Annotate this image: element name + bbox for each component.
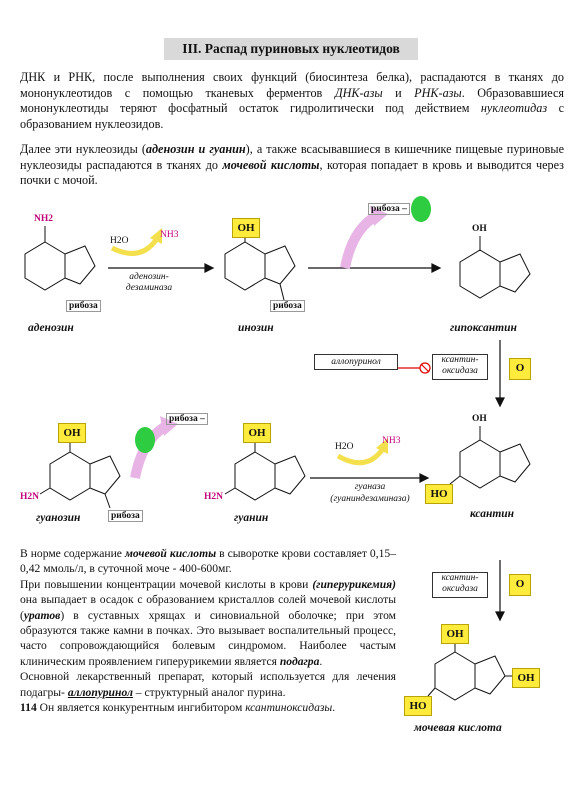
guanine-structure [225,438,305,500]
guanase-label: гуаназа [354,482,386,492]
oh-box-guanosine: OH [58,423,86,443]
adenosine-label: аденозин [28,322,74,334]
ho-box-uric: HO [404,696,432,716]
ribose-released-2: рибоза – [166,413,208,425]
page-number: 114 [20,701,37,715]
allopurinol-box: аллопуринол [314,354,398,370]
oh-box-uric-right: OH [512,668,540,688]
uric-acid-structure [428,642,512,700]
oh-xanthine: OH [472,414,487,424]
adenosine-deaminase-label: аденозин-дезаминаза [125,272,173,293]
ribose-guanosine: рибоза [108,510,143,522]
ribose-leaving-arrow [345,216,376,268]
guanosine-structure [40,438,120,508]
nh2-adenosine: NH2 [34,214,53,224]
guanine-label: гуанин [234,512,269,524]
oh-box-uric-top: OH [441,624,469,644]
page-title: III. Распад пуриновых нуклеотидов [164,38,418,60]
ribose-inosine: рибоза [270,300,305,312]
oh-box-inosine: OH [232,218,260,238]
xanthine-oxidase-box-2: ксантин-оксидаза [432,572,488,598]
xanthine-oxidase-box-1: ксантин-оксидаза [432,354,488,380]
inosine-label: инозин [238,322,274,334]
intro-paragraph-2: Далее эти нуклеозиды (аденозин и гуанин), а также всасывавшиеся в кишечнике пищевые пуриновые нуклеозиды распадаются в тканях до мочевой кислоты, которая попадает в кровь и выводится через почки с мочой. [20,142,565,188]
o-box-1: O [509,358,531,380]
xanthine-structure [450,426,530,488]
ribose-released-1: рибоза – [368,203,410,215]
h2o-top: H2O [110,236,129,246]
ho-box-xanthine: HO [425,484,453,504]
h2n-guanine: H2N [204,492,223,502]
o-box-2: O [509,574,531,596]
oh-box-guanine: OH [243,423,271,443]
adenosine-structure [25,226,95,290]
nh3-top: NH3 [160,230,179,240]
nh3-bottom: NH3 [382,436,401,446]
bottom-text: В норме содержание мочевой кислоты в сыворотке крови составляет 0,15–0,42 ммоль/л, в суточной моче - 400-600мг. При повышении концентрации мочевой кислоты в крови (гиперурикемия) она выпадает в осадок с образованием кристаллов солей мочевой кислоты (уратов) в суставных хрящах и синовиальной оболочке; при этом образуются также камни в почках. Это вызывает воспалительный процесс, часто сопровождающийся болевым синдромом. Наиболее частым клиническим проявлением гиперурикемии является подагра. Основной лекарственный препарат, который используется для лечения подагры- аллопуринол – структурный аналог пурина. 114 Он является конкурентным ингибитором ксантиноксидазы. [20,547,396,715]
ribose-adenosine: рибоза [66,300,101,312]
h2n-guanosine: H2N [20,492,39,502]
guanine-deaminase-label: (гуаниндезаминаза) [330,494,410,504]
h2o-bottom: H2O [335,442,354,452]
oh-hypoxanthine: OH [472,224,487,234]
hypoxanthine-label: гипоксантин [450,322,517,334]
inosine-structure [225,236,295,300]
uric-acid-label: мочевая кислота [414,722,502,734]
hypoxanthine-structure [460,236,530,298]
xanthine-label: ксантин [470,508,515,520]
intro-paragraph-1: ДНК и РНК, после выполнения своих функций (биосинтеза белка), распадаются в тканях до мононуклеотидов с помощью тканевых ферментов ДНК-азы и РНК-азы. Образовавшиеся мононуклеотиды теряют фосфатный остаток гидролитически под действием нуклеотидаз с образованием нуклеозидов. [20,70,564,131]
guanosine-label: гуанозин [36,512,81,524]
